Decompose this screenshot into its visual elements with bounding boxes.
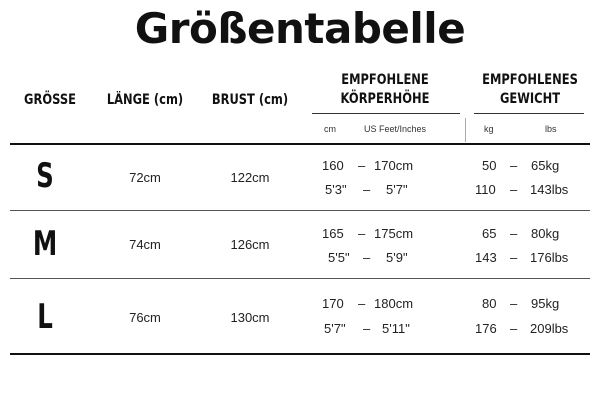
weight-kg-from: 50	[482, 158, 497, 173]
header-weight-line1: EMPFOHLENES	[482, 72, 578, 88]
subheader-weight-kg: kg	[484, 124, 494, 134]
height-ft-to: 5'11"	[382, 321, 410, 336]
height-cm-from: 170	[322, 296, 344, 311]
header-height-line1: EMPFOHLENE	[341, 72, 429, 88]
chest-value: 130cm	[230, 310, 270, 325]
header-chest: BRUST (cm)	[211, 92, 289, 108]
range-dash: –	[510, 296, 518, 311]
table-top-rule	[10, 143, 590, 145]
range-dash: –	[510, 226, 518, 241]
range-dash: –	[358, 296, 366, 311]
height-ft-from: 5'7"	[324, 321, 346, 336]
length-value: 74cm	[129, 237, 161, 252]
size-label: S	[36, 156, 54, 196]
range-dash: –	[363, 321, 371, 336]
subheader-height-us: US Feet/Inches	[364, 124, 427, 134]
weight-kg-to: 65kg	[531, 158, 560, 173]
height-ft-to: 5'7"	[386, 182, 408, 197]
header-height-line2: KÖRPERHÖHE	[340, 91, 430, 107]
height-cm-to: 170cm	[374, 158, 414, 173]
weight-lbs-to: 143lbs	[530, 182, 569, 197]
height-cm-to: 180cm	[374, 296, 414, 311]
height-cm-from: 160	[322, 158, 344, 173]
range-dash: –	[510, 321, 518, 336]
range-dash: –	[358, 158, 366, 173]
weight-kg-from: 65	[482, 226, 497, 241]
page-title: Größentabelle	[134, 4, 466, 53]
size-label: M	[32, 224, 58, 264]
header-length: LÄNGE (cm)	[106, 92, 184, 108]
height-ft-from: 5'5"	[328, 250, 350, 265]
chest-value: 126cm	[230, 237, 270, 252]
chest-value: 122cm	[230, 170, 270, 185]
row-divider	[10, 210, 590, 211]
weight-header-underline	[474, 113, 584, 114]
weight-lbs-from: 176	[475, 321, 497, 336]
subheader-height-cm: cm	[324, 124, 336, 134]
subheader-weight-lbs: lbs	[545, 124, 557, 134]
range-dash: –	[363, 250, 371, 265]
weight-lbs-from: 143	[475, 250, 497, 265]
length-value: 72cm	[129, 170, 161, 185]
range-dash: –	[510, 182, 518, 197]
height-ft-from: 5'3"	[325, 182, 347, 197]
range-dash: –	[510, 158, 518, 173]
weight-kg-to: 80kg	[531, 226, 560, 241]
height-header-underline	[312, 113, 460, 114]
row-divider	[10, 278, 590, 279]
range-dash: –	[510, 250, 518, 265]
range-dash: –	[358, 226, 366, 241]
table-bottom-rule	[10, 353, 590, 355]
height-cm-to: 175cm	[374, 226, 414, 241]
weight-kg-to: 95kg	[531, 296, 560, 311]
weight-lbs-from: 110	[475, 182, 496, 197]
height-ft-to: 5'9"	[386, 250, 408, 265]
weight-lbs-to: 176lbs	[530, 250, 569, 265]
length-value: 76cm	[129, 310, 161, 325]
weight-lbs-to: 209lbs	[530, 321, 569, 336]
header-size: GRÖSSE	[24, 92, 76, 108]
weight-kg-from: 80	[482, 296, 497, 311]
header-weight-line2: GEWICHT	[499, 91, 561, 107]
column-separator	[465, 118, 466, 142]
range-dash: –	[363, 182, 371, 197]
height-cm-from: 165	[322, 226, 344, 241]
size-label: L	[37, 297, 53, 337]
